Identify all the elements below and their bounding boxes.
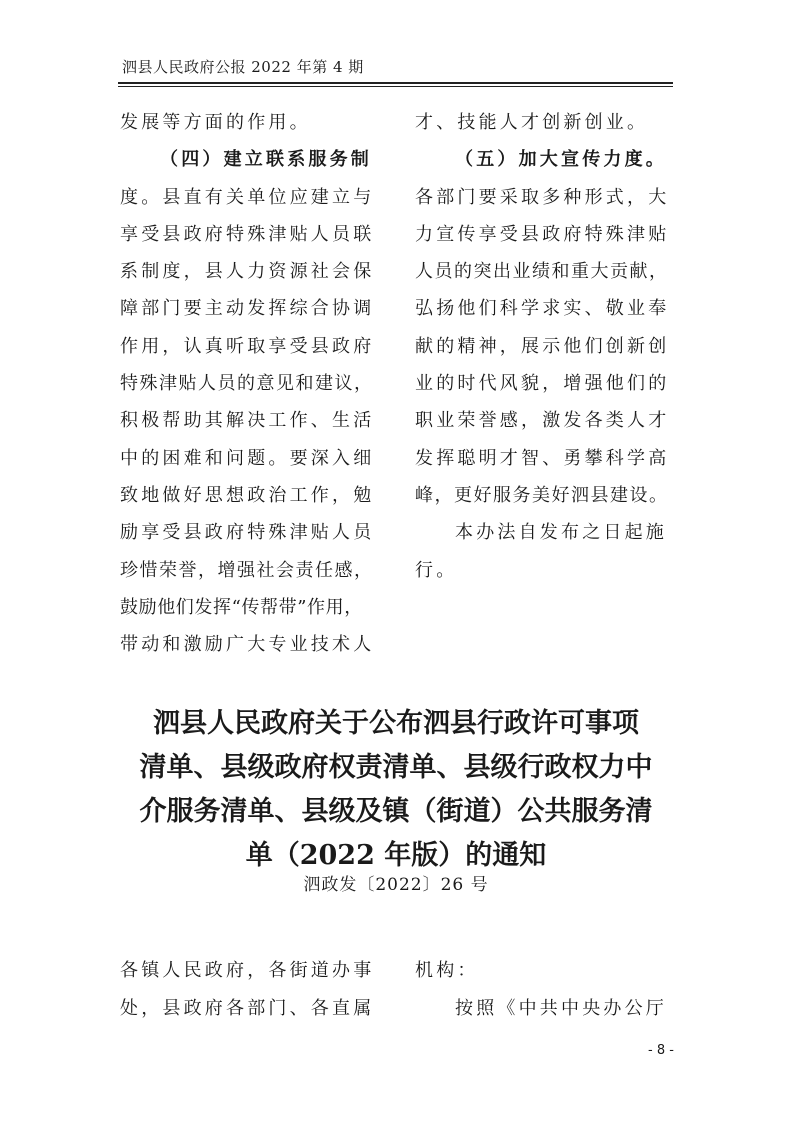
text-line: 鼓励他们发挥“传帮带”作用， <box>120 596 363 618</box>
section-heading-five: （五）加大宣传力度。 <box>455 149 667 171</box>
text-line: 弘扬他们科学求实、敬业奉 <box>415 298 670 320</box>
text-line: 本办法自发布之日起施 <box>455 522 667 544</box>
title-line: 清单、县级政府权责清单、县级行政权力中 <box>139 752 653 783</box>
text-line: 带动和激励广大专业技术人 <box>120 634 375 656</box>
section-heading-line <box>120 141 390 178</box>
title-line: 泗县人民政府关于公布泗县行政许可事项 <box>153 708 639 739</box>
header-rule-thin <box>118 86 673 87</box>
text-line: 行。 <box>415 559 458 581</box>
text-line: 障部门要主动发挥综合协调 <box>120 298 375 320</box>
text-line: 系制度，县人力资源社会保 <box>120 261 375 283</box>
section-heading-line <box>415 141 677 178</box>
text-line: 珍惜荣誉，增强社会责任感， <box>120 559 374 581</box>
right-column <box>415 104 677 589</box>
text-line: 才、技能人才创新创业。 <box>415 112 649 133</box>
text-line: 职业荣誉感，激发各类人才 <box>415 410 670 432</box>
text-line: 力宣传享受县政府特殊津贴 <box>415 223 670 245</box>
text-line: 业的时代风貌，增强他们的 <box>415 373 670 395</box>
header-rule <box>118 82 673 84</box>
text-line: 各部门要采取多种形式，大 <box>415 186 670 208</box>
notice-title <box>96 702 696 878</box>
text-line: 特殊津贴人员的意见和建议， <box>120 373 374 395</box>
text-line: 作用，认真听取享受县政府 <box>120 335 375 357</box>
text-line: 积极帮助其解决工作、生活 <box>120 410 375 432</box>
text-line: 致地做好思想政治工作，勉 <box>120 484 375 506</box>
text-line: 各镇人民政府，各街道办事 <box>120 960 375 981</box>
text-line: 中的困难和问题。要深入细 <box>120 447 375 469</box>
title-line: 介服务清单、县级及镇（街道）公共服务清 <box>139 796 653 827</box>
text-line: 发展等方面的作用。 <box>120 112 311 133</box>
text-line: 献的精神，展示他们创新创 <box>415 335 670 357</box>
document-number: 泗政发〔2022〕26 号 <box>303 875 489 895</box>
text-line: 享受县政府特殊津贴人员联 <box>120 223 375 245</box>
text-line: 峰，更好服务美好泗县建设。 <box>415 484 669 506</box>
text-line: 发挥聪明才智、勇攀科学高 <box>415 447 670 469</box>
page-number: - 8 - <box>648 1043 674 1058</box>
header-title: 泗县人民政府公报 2022 年第 4 期 <box>122 58 364 76</box>
text-line: 处，县政府各部门、各直属 <box>120 998 375 1019</box>
text-line: 按照《中共中央办公厅 <box>455 998 667 1019</box>
title-line: 单（2022 年版）的通知 <box>245 840 547 871</box>
text-line: 度。县直有关单位应建立与 <box>120 186 375 208</box>
text-line: 人员的突出业绩和重大贡献， <box>415 261 669 283</box>
notice-body-right <box>415 952 667 1028</box>
text-line: 励享受县政府特殊津贴人员 <box>120 522 375 544</box>
section-heading-four: （四）建立联系服务制 <box>160 149 372 171</box>
text-line: 机构： <box>415 960 479 981</box>
notice-body-left <box>120 952 374 1028</box>
left-column <box>120 104 390 663</box>
